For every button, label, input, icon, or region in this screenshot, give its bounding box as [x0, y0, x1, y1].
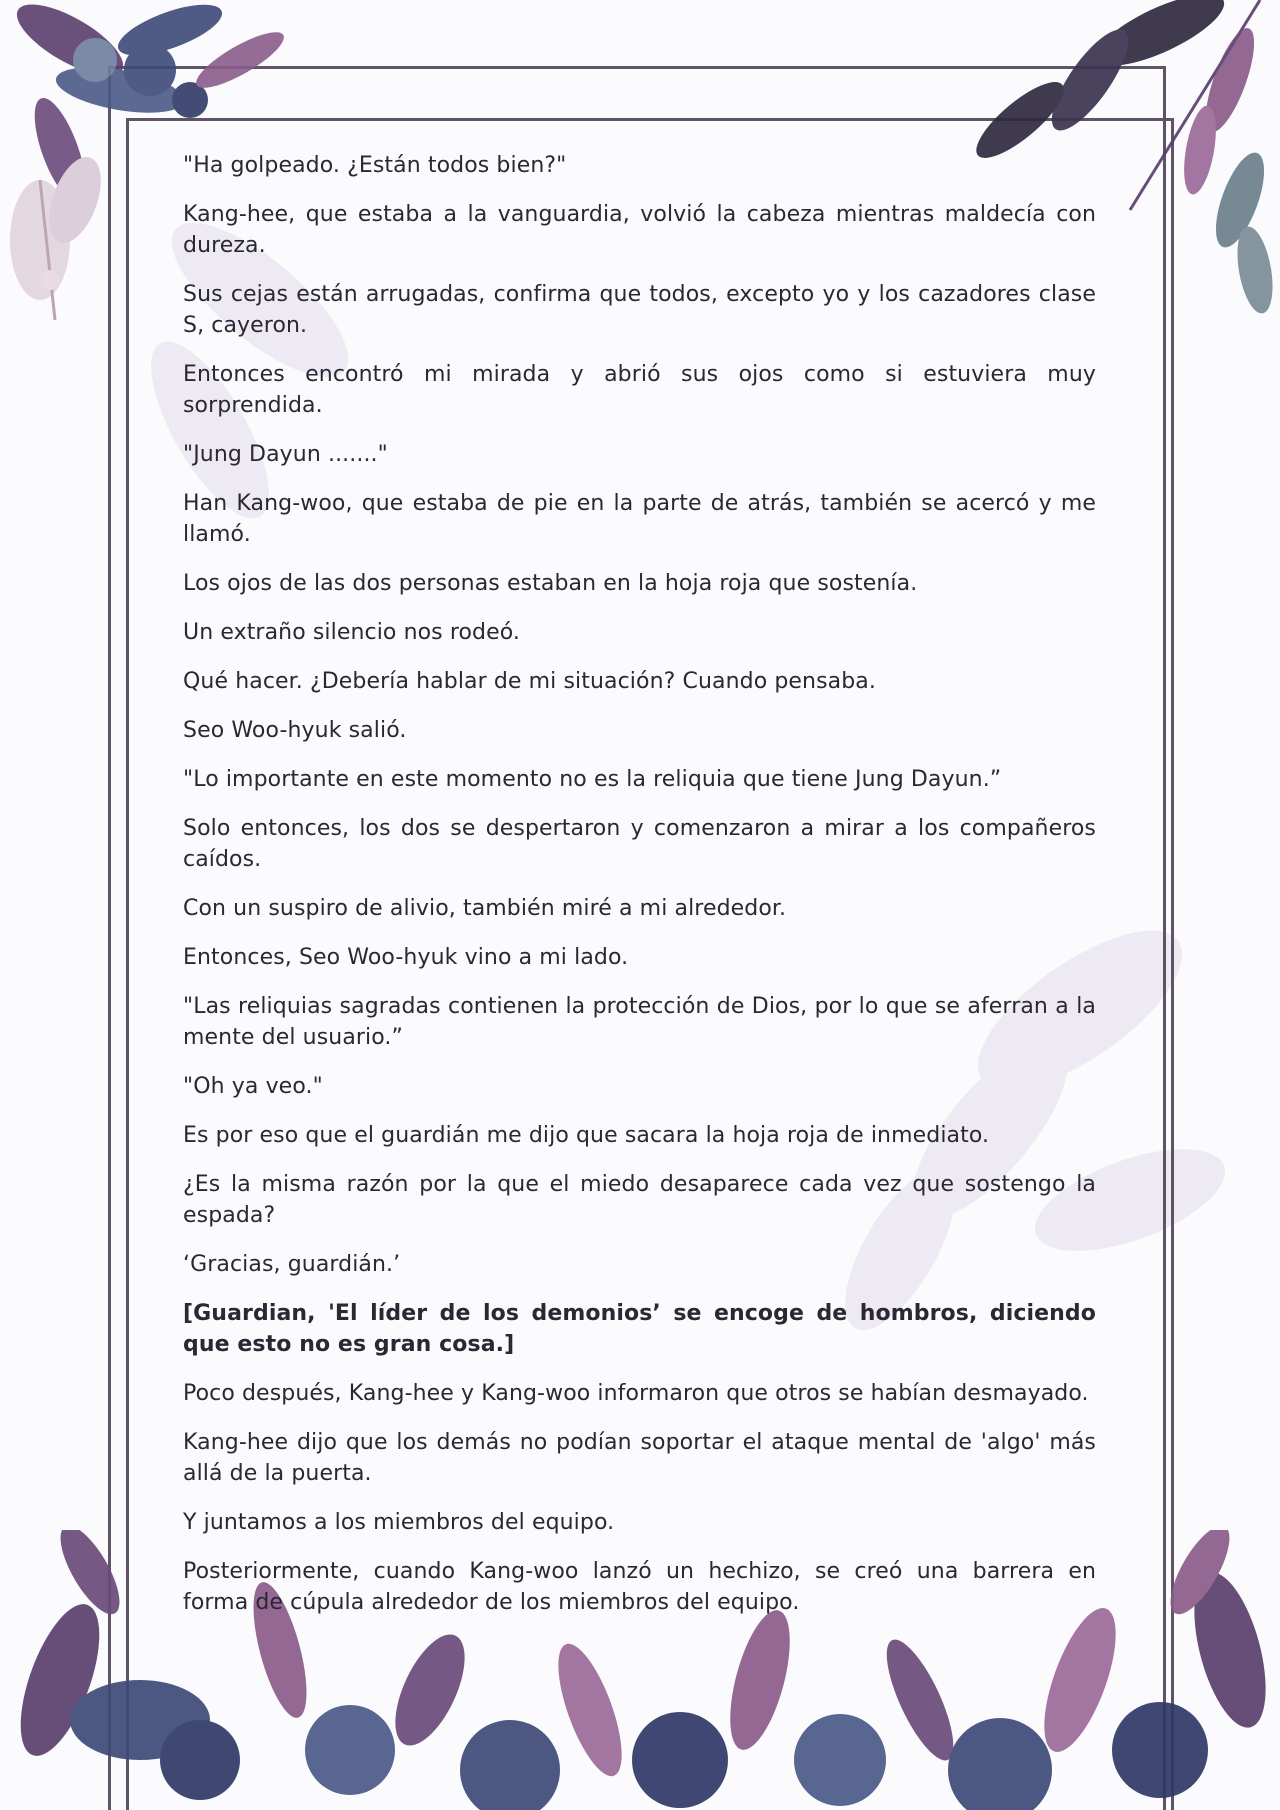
paragraph: Kang-hee dijo que los demás no podían soportar el ataque mental de 'algo' más allá de la puerta.: [183, 1430, 1096, 1486]
paragraph: Sus cejas están arrugadas, confirma que todos, excepto yo y los cazadores clase S, cayeron.: [183, 282, 1096, 338]
paragraph: Y juntamos a los miembros del equipo.: [183, 1510, 615, 1535]
paragraph: "Lo importante en este momento no es la reliquia que tiene Jung Dayun.”: [183, 767, 1002, 792]
paragraph: "Las reliquias sagradas contienen la protección de Dios, por lo que se aferran a la mente del usuario.”: [183, 994, 1096, 1050]
paragraph: Solo entonces, los dos se despertaron y comenzaron a mirar a los compañeros caídos.: [183, 816, 1096, 872]
paragraph: Es por eso que el guardián me dijo que sacara la hoja roja de inmediato.: [183, 1123, 990, 1148]
paragraph: Seo Woo-hyuk salió.: [183, 718, 407, 743]
paragraph: Han Kang-woo, que estaba de pie en la parte de atrás, también se acercó y me llamó.: [183, 491, 1096, 547]
paragraph: Kang-hee, que estaba a la vanguardia, volvió la cabeza mientras maldecía con dureza.: [183, 202, 1096, 258]
paragraph: Poco después, Kang-hee y Kang-woo informaron que otros se habían desmayado.: [183, 1381, 1089, 1406]
paragraph: "Jung Dayun .......": [183, 442, 388, 467]
paragraph: Entonces encontró mi mirada y abrió sus ojos como si estuviera muy sorprendida.: [183, 362, 1096, 418]
paragraph: Un extraño silencio nos rodeó.: [183, 620, 521, 645]
paragraph: "Oh ya veo.": [183, 1074, 323, 1099]
paragraph: "Ha golpeado. ¿Están todos bien?": [183, 153, 567, 178]
paragraph: Qué hacer. ¿Debería hablar de mi situación? Cuando pensaba.: [183, 669, 876, 694]
paragraph: Entonces, Seo Woo-hyuk vino a mi lado.: [183, 945, 629, 970]
paragraph: Los ojos de las dos personas estaban en la hoja roja que sostenía.: [183, 571, 918, 596]
system-message-paragraph: [Guardian, 'El líder de los demonios’ se encoge de hombros, diciendo que esto no es gran cosa.]: [183, 1301, 1096, 1357]
body-text: [183, 150, 1096, 1636]
paragraph: Posteriormente, cuando Kang-woo lanzó un hechizo, se creó una barrera en forma de cúpula alrededor de los miembros del equipo.: [183, 1559, 1096, 1615]
paragraph: ‘Gracias, guardián.’: [183, 1252, 401, 1277]
paragraph: Con un suspiro de alivio, también miré a mi alrededor.: [183, 896, 787, 921]
paragraph: ¿Es la misma razón por la que el miedo desaparece cada vez que sostengo la espada?: [183, 1172, 1096, 1228]
